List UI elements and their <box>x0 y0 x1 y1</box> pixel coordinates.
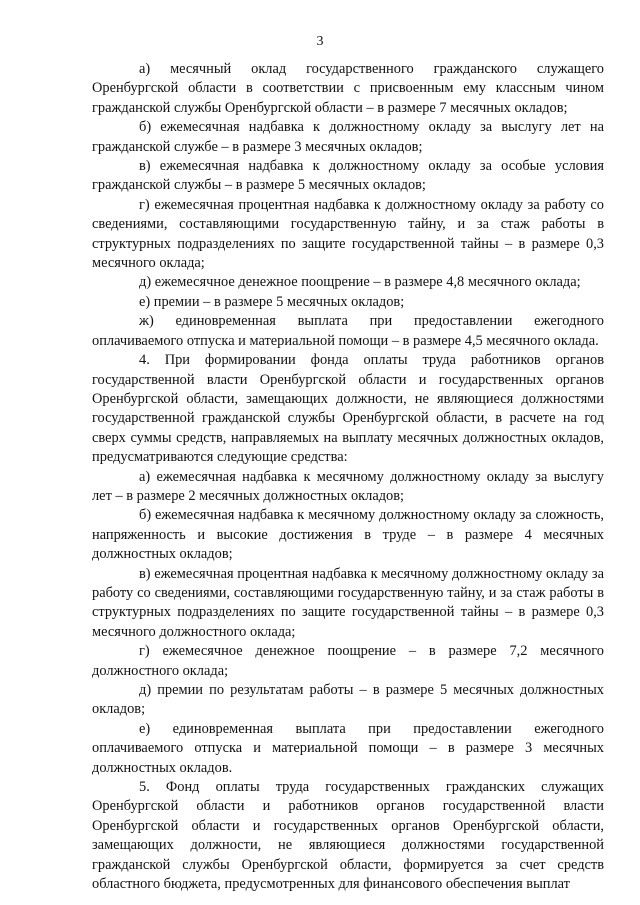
paragraph-3e-monetary-incentive: д) ежемесячное денежное поощрение – в размере 4,8 месячного оклада; <box>139 274 581 291</box>
page-number: 3 <box>316 34 324 49</box>
paragraph-3g-lump-sum-payment: ж) единовременная выплата при предоставлении ежегодного оплачиваемого отпуска и материальной помощи – в размере 4,5 месячного оклада. <box>92 313 604 349</box>
paragraph-4f-lump-sum-payment: е) единовременная выплата при предоставлении ежегодного оплачиваемого отпуска и материальной помощи – в размере 3 месячных должностных окладов. <box>92 720 604 776</box>
paragraph-4-intro: 4. При формировании фонда оплаты труда работников органов государственной власти Оренбургской области и государственных органов Оренбургской области, замещающих должности, не являющиеся должностями государственной гражданской службы Оренбургской области, в расчете на год сверх суммы средств, направляемых на выплату месячных должностных окладов, предусматриваются следующие средства: <box>92 352 604 466</box>
paragraph-3a-monthly-salary: а) месячный оклад государственного гражданского служащего Оренбургской области в соответствии с присвоенным ему классным чином гражданской службы Оренбургской области – в размере 7 месячных окладов; <box>92 61 604 116</box>
paragraph-5-fund-formation: 5. Фонд оплаты труда государственных гражданских служащих Оренбургской области и работников органов государственной власти Оренбургской области и государственных органов Оренбургской области, замещающих должности, не являющиеся должностями государственной гражданской службы Оренбургской области, формируется за счет средств областного бюджета, предусмотренных для финансового обеспечения выплат <box>92 779 604 893</box>
document-body <box>92 60 604 894</box>
paragraph-4b-complexity-bonus: б) ежемесячная надбавка к месячному должностному окладу за сложность, напряженность и высокие достижения в труде – в размере 4 месячных должностных окладов; <box>92 507 604 563</box>
paragraph-3f-bonuses: е) премии – в размере 5 месячных окладов; <box>139 293 405 310</box>
paragraph-4e-performance-bonuses: д) премии по результатам работы – в размере 5 месячных должностных окладов; <box>92 682 604 718</box>
paragraph-3b-seniority-bonus: б) ежемесячная надбавка к должностному окладу за выслугу лет на гражданской службе – в размере 3 месячных окладов; <box>92 119 604 155</box>
paragraph-4d-monetary-incentive: г) ежемесячное денежное поощрение – в размере 7,2 месячного должностного оклада; <box>92 643 604 679</box>
paragraph-3d-state-secret-bonus: г) ежемесячная процентная надбавка к должностному окладу за работу со сведениями, составляющими государственную тайну, и за стаж работы в структурных подразделениях по защите государственной тайны – в размере 0,3 месячного оклада; <box>92 196 604 272</box>
paragraph-4c-state-secret-bonus: в) ежемесячная процентная надбавка к месячному должностному окладу за работу со сведениями, составляющими государственную тайну, и за стаж работы в структурных подразделениях по защите государственной тайны – в размере 0,3 месячного должностного оклада; <box>92 565 604 640</box>
paragraph-4a-seniority-bonus: а) ежемесячная надбавка к месячному должностному окладу за выслугу лет – в размере 2 месячных должностных окладов; <box>92 468 604 504</box>
paragraph-3c-special-conditions-bonus: в) ежемесячная надбавка к должностному окладу за особые условия гражданской службы – в размере 5 месячных окладов; <box>92 158 604 194</box>
